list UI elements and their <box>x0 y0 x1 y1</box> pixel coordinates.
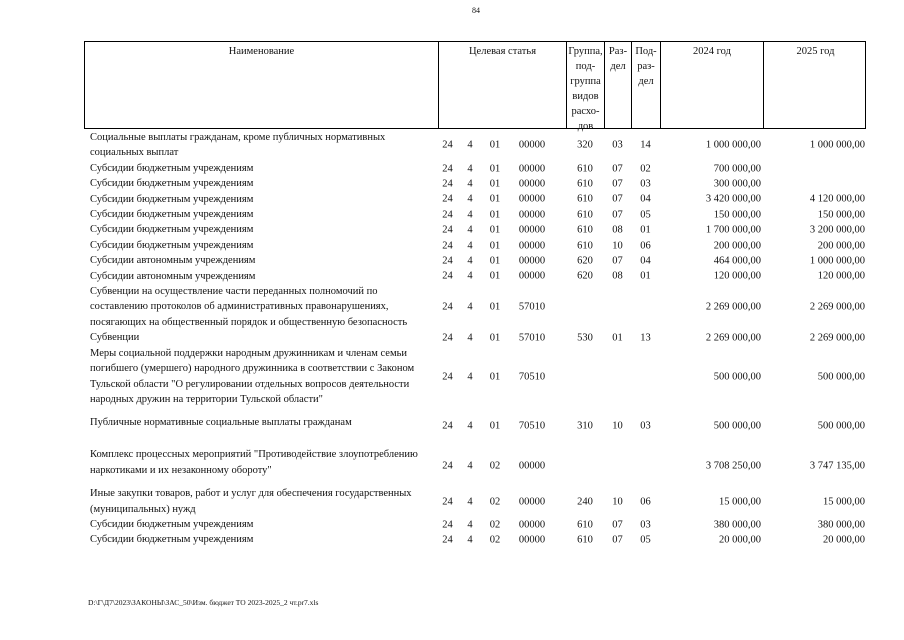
expense-group: 610 <box>577 209 593 221</box>
code-part-4: 00000 <box>518 534 546 546</box>
code-part-1: 24 <box>442 420 453 432</box>
amount-2024: 500 000,00 <box>713 370 761 382</box>
code-part-2: 4 <box>467 270 473 282</box>
section: 07 <box>612 209 623 221</box>
section: 07 <box>612 162 623 174</box>
expense-group: 310 <box>577 420 593 432</box>
section: 10 <box>612 239 623 251</box>
section: 07 <box>612 178 623 190</box>
table-row <box>84 284 874 330</box>
code-part-3: 01 <box>489 301 501 313</box>
expense-group: 620 <box>577 270 593 282</box>
code-part-4: 57010 <box>518 332 546 344</box>
amount-2024: 200 000,00 <box>713 239 761 251</box>
expense-group: 620 <box>577 255 593 267</box>
header-target-code: Целевая статья <box>439 42 567 128</box>
amount-2025: 3 747 135,00 <box>809 460 865 472</box>
subsection: 13 <box>640 332 651 344</box>
table-row <box>84 407 874 445</box>
table-row <box>84 445 874 486</box>
code-part-4: 00000 <box>518 178 546 190</box>
section: 10 <box>612 495 623 507</box>
table-row <box>84 207 874 222</box>
code-part-2: 4 <box>467 301 473 313</box>
amount-2024: 700 000,00 <box>713 162 761 174</box>
row-name: Комплекс процессных мероприятий "Противодействие злоупотреблению наркотиками и их незаконному обороту" <box>90 449 418 476</box>
code-part-1: 24 <box>442 178 453 190</box>
section: 03 <box>612 139 623 151</box>
expense-group: 610 <box>577 534 593 546</box>
section: 08 <box>612 224 623 236</box>
code-part-4: 00000 <box>518 162 546 174</box>
subsection: 04 <box>640 255 651 267</box>
code-part-3: 01 <box>489 332 501 344</box>
code-part-1: 24 <box>442 460 453 472</box>
code-part-3: 01 <box>489 162 501 174</box>
section: 07 <box>612 193 623 205</box>
row-name: Иные закупки товаров, работ и услуг для обеспечения государственных (муниципальных) нужд <box>90 488 412 515</box>
code-part-4: 57010 <box>518 301 546 313</box>
row-name: Субсидии бюджетным учреждениям <box>90 224 254 236</box>
header-section: Раз- дел <box>605 42 632 128</box>
row-name: Субсидии бюджетным учреждениям <box>90 239 254 251</box>
amount-2024: 15 000,00 <box>719 495 761 507</box>
subsection: 14 <box>640 139 651 151</box>
code-part-2: 4 <box>467 239 473 251</box>
amount-2025: 15 000,00 <box>823 495 865 507</box>
amount-2025: 1 000 000,00 <box>809 255 865 267</box>
amount-2025: 500 000,00 <box>817 370 865 382</box>
header-subsection: Под- раз- дел <box>632 42 661 128</box>
subsection: 01 <box>640 224 651 236</box>
code-part-1: 24 <box>442 332 453 344</box>
expense-group: 610 <box>577 193 593 205</box>
page-number: 84 <box>472 6 480 15</box>
expense-group: 240 <box>577 495 593 507</box>
amount-2024: 20 000,00 <box>719 534 761 546</box>
file-path-footer: D:\Г\Д7\2023\ЗАКОНЫ\ЗАС_50\Изм. бюджет ТО 2023-2025_2 чт.pr7.xls <box>88 598 319 607</box>
expense-group: 610 <box>577 518 593 530</box>
row-name: Субвенции <box>90 332 140 344</box>
code-part-2: 4 <box>467 224 473 236</box>
code-part-4: 00000 <box>518 270 546 282</box>
expense-group: 530 <box>577 332 593 344</box>
section: 08 <box>612 270 623 282</box>
amount-2025: 380 000,00 <box>817 518 865 530</box>
row-name: Субсидии бюджетным учреждениям <box>90 518 254 530</box>
table-row <box>84 517 874 532</box>
amount-2025: 1 000 000,00 <box>809 139 865 151</box>
row-name: Субсидии автономным учреждениям <box>90 255 256 267</box>
amount-2024: 300 000,00 <box>713 178 761 190</box>
row-name: Субсидии бюджетным учреждениям <box>90 162 254 174</box>
code-part-2: 4 <box>467 209 473 221</box>
code-part-3: 01 <box>489 420 501 432</box>
table-row <box>84 130 874 161</box>
section: 07 <box>612 518 623 530</box>
code-part-4: 00000 <box>518 139 546 151</box>
code-part-3: 02 <box>489 518 501 530</box>
header-year-2025: 2025 год <box>796 46 835 57</box>
amount-2024: 150 000,00 <box>713 209 761 221</box>
expense-group: 610 <box>577 224 593 236</box>
expense-group: 320 <box>577 139 593 151</box>
table-header <box>84 41 866 132</box>
code-part-4: 70510 <box>518 370 546 382</box>
row-name: Субсидии автономным учреждениям <box>90 270 256 282</box>
table-row <box>84 253 874 268</box>
code-part-2: 4 <box>467 178 473 190</box>
expense-group: 610 <box>577 178 593 190</box>
header-name: Наименование <box>85 42 439 128</box>
amount-2024: 2 269 000,00 <box>705 301 761 313</box>
code-part-1: 24 <box>442 209 453 221</box>
subsection: 03 <box>640 518 651 530</box>
row-name: Субсидии бюджетным учреждениям <box>90 534 254 546</box>
row-name: Социальные выплаты гражданам, кроме публичных нормативных социальных выплат <box>90 132 386 159</box>
expense-group: 610 <box>577 239 593 251</box>
code-part-2: 4 <box>467 420 473 432</box>
row-name: Публичные нормативные социальные выплаты гражданам <box>90 417 352 429</box>
section: 07 <box>612 255 623 267</box>
code-part-3: 01 <box>489 255 501 267</box>
code-part-4: 00000 <box>518 255 546 267</box>
subsection: 05 <box>640 209 651 221</box>
code-part-3: 01 <box>489 209 501 221</box>
amount-2025: 2 269 000,00 <box>809 332 865 344</box>
amount-2025: 4 120 000,00 <box>809 193 865 205</box>
code-part-1: 24 <box>442 224 453 236</box>
amount-2025: 2 269 000,00 <box>809 301 865 313</box>
subsection: 01 <box>640 270 651 282</box>
expense-group: 610 <box>577 162 593 174</box>
code-part-1: 24 <box>442 162 453 174</box>
subsection: 02 <box>640 162 651 174</box>
row-name: Меры социальной поддержки народным дружинникам и членам семьи погибшего (умершего) народного дружинника в соответствии с Законом Тульской области "О регулировании отдельных вопросов деятельности народных дружин на территории Тульской области" <box>90 347 415 405</box>
code-part-2: 4 <box>467 255 473 267</box>
code-part-1: 24 <box>442 518 453 530</box>
code-part-4: 00000 <box>518 239 546 251</box>
code-part-1: 24 <box>442 270 453 282</box>
amount-2024: 1 700 000,00 <box>705 224 761 236</box>
table-body <box>84 130 874 548</box>
subsection: 03 <box>640 178 651 190</box>
code-part-1: 24 <box>442 495 453 507</box>
code-part-2: 4 <box>467 518 473 530</box>
table-row <box>84 238 874 253</box>
row-name: Субвенции на осуществление части переданных полномочий по составлению протоколов об административных правонарушениях, посягающих на общественный порядок и общественную безопасность <box>90 286 408 328</box>
table-row <box>84 176 874 191</box>
code-part-3: 02 <box>489 534 501 546</box>
table-row <box>84 346 874 408</box>
code-part-3: 01 <box>489 270 501 282</box>
code-part-3: 02 <box>489 460 501 472</box>
code-part-4: 00000 <box>518 193 546 205</box>
code-part-4: 00000 <box>518 224 546 236</box>
amount-2024: 464 000,00 <box>713 255 761 267</box>
amount-2024: 380 000,00 <box>713 518 761 530</box>
section: 10 <box>612 420 623 432</box>
subsection: 04 <box>640 193 651 205</box>
section: 01 <box>612 332 623 344</box>
table-row <box>84 161 874 176</box>
subsection: 05 <box>640 534 651 546</box>
row-name: Субсидии бюджетным учреждениям <box>90 209 254 221</box>
section: 07 <box>612 534 623 546</box>
code-part-3: 02 <box>489 495 501 507</box>
amount-2024: 3 420 000,00 <box>705 193 761 205</box>
code-part-1: 24 <box>442 370 453 382</box>
amount-2024: 3 708 250,00 <box>705 460 761 472</box>
code-part-1: 24 <box>442 193 453 205</box>
table-row <box>84 222 874 237</box>
amount-2025: 120 000,00 <box>817 270 865 282</box>
code-part-3: 01 <box>489 178 501 190</box>
code-part-3: 01 <box>489 239 501 251</box>
amount-2024: 2 269 000,00 <box>705 332 761 344</box>
amount-2024: 120 000,00 <box>713 270 761 282</box>
code-part-4: 00000 <box>518 460 546 472</box>
code-part-2: 4 <box>467 370 473 382</box>
code-part-4: 00000 <box>518 518 546 530</box>
code-part-1: 24 <box>442 255 453 267</box>
amount-2025: 150 000,00 <box>817 209 865 221</box>
subsection: 06 <box>640 239 651 251</box>
table-row <box>84 486 874 517</box>
code-part-2: 4 <box>467 332 473 344</box>
table-row <box>84 330 874 345</box>
row-name: Субсидии бюджетным учреждениям <box>90 193 254 205</box>
code-part-2: 4 <box>467 193 473 205</box>
table-row <box>84 269 874 284</box>
code-part-2: 4 <box>467 139 473 151</box>
amount-2025: 200 000,00 <box>817 239 865 251</box>
table-row <box>84 192 874 207</box>
code-part-2: 4 <box>467 534 473 546</box>
amount-2024: 1 000 000,00 <box>705 139 761 151</box>
subsection: 03 <box>640 420 651 432</box>
code-part-4: 70510 <box>518 420 546 432</box>
code-part-1: 24 <box>442 534 453 546</box>
row-name: Субсидии бюджетным учреждениям <box>90 178 254 190</box>
table-row <box>84 532 874 547</box>
amount-2025: 3 200 000,00 <box>809 224 865 236</box>
header-expense-group: Группа, под- группа видов расхо- дов <box>567 42 605 128</box>
amount-2025: 500 000,00 <box>817 420 865 432</box>
code-part-2: 4 <box>467 495 473 507</box>
code-part-3: 01 <box>489 370 501 382</box>
code-part-1: 24 <box>442 239 453 251</box>
code-part-3: 01 <box>489 139 501 151</box>
amount-2025: 20 000,00 <box>823 534 865 546</box>
code-part-4: 00000 <box>518 209 546 221</box>
code-part-4: 00000 <box>518 495 546 507</box>
header-year-2024: 2024 год <box>661 42 764 128</box>
code-part-1: 24 <box>442 301 453 313</box>
code-part-3: 01 <box>489 224 501 236</box>
code-part-2: 4 <box>467 460 473 472</box>
code-part-3: 01 <box>489 193 501 205</box>
subsection: 06 <box>640 495 651 507</box>
code-part-2: 4 <box>467 162 473 174</box>
code-part-1: 24 <box>442 139 453 151</box>
amount-2024: 500 000,00 <box>713 420 761 432</box>
